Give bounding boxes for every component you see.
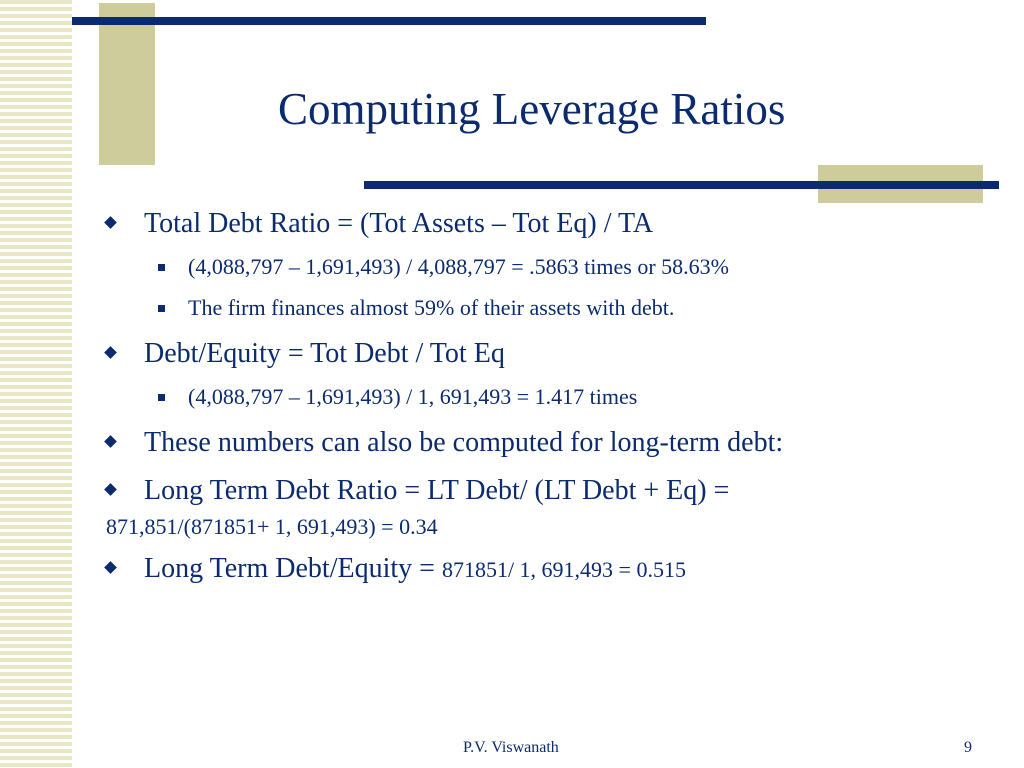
page-number: 9: [964, 739, 972, 756]
decorative-navy-line-top: [72, 17, 706, 25]
square-bullet-icon: [158, 264, 165, 271]
sub-bullet-text: (4,088,797 – 1,691,493) / 4,088,797 = .5863 times or 58.63%: [188, 254, 729, 279]
diamond-bullet-icon: [104, 435, 117, 448]
bullet-continuation-text: 871,851/(871851+ 1, 691,493) = 0.34: [106, 514, 438, 539]
decorative-tan-block-top: [99, 3, 155, 165]
sub-bullet: [106, 381, 986, 413]
decorative-stripes: [0, 0, 72, 768]
sub-bullet: [106, 292, 986, 324]
bullet-list: [106, 203, 986, 597]
footer-author: P.V. Viswanath: [463, 739, 559, 756]
bullet-long-term-debt-equity: [106, 548, 986, 591]
decorative-navy-line-right: [364, 181, 999, 189]
bullet-text: Long Term Debt/Equity =: [144, 553, 442, 584]
diamond-bullet-icon: [104, 346, 117, 359]
sub-bullet-text: (4,088,797 – 1,691,493) / 1, 691,493 = 1.417 times: [188, 384, 638, 409]
bullet-inline-formula: 871851/ 1, 691,493 = 0.515: [441, 557, 686, 582]
square-bullet-icon: [158, 394, 165, 401]
bullet-debt-equity: [106, 333, 986, 375]
bullet-long-term-intro: [106, 422, 986, 464]
sub-bullet: [106, 251, 986, 283]
slide-title: Computing Leverage Ratios: [278, 84, 786, 134]
bullet-text: Debt/Equity = Tot Debt / Tot Eq: [144, 338, 505, 369]
bullet-total-debt-ratio: [106, 203, 986, 245]
bullet-text: Long Term Debt Ratio = LT Debt/ (LT Debt + Eq) =: [144, 475, 730, 506]
diamond-bullet-icon: [104, 216, 117, 229]
bullet-long-term-debt-ratio: [106, 470, 986, 542]
diamond-bullet-icon: [104, 483, 117, 496]
bullet-text: These numbers can also be computed for long-term debt:: [144, 427, 784, 458]
square-bullet-icon: [158, 305, 165, 312]
diamond-bullet-icon: [104, 561, 117, 574]
sub-bullet-text: The firm finances almost 59% of their assets with debt.: [188, 295, 675, 320]
bullet-text: Total Debt Ratio = (Tot Assets – Tot Eq) / TA: [144, 208, 654, 239]
